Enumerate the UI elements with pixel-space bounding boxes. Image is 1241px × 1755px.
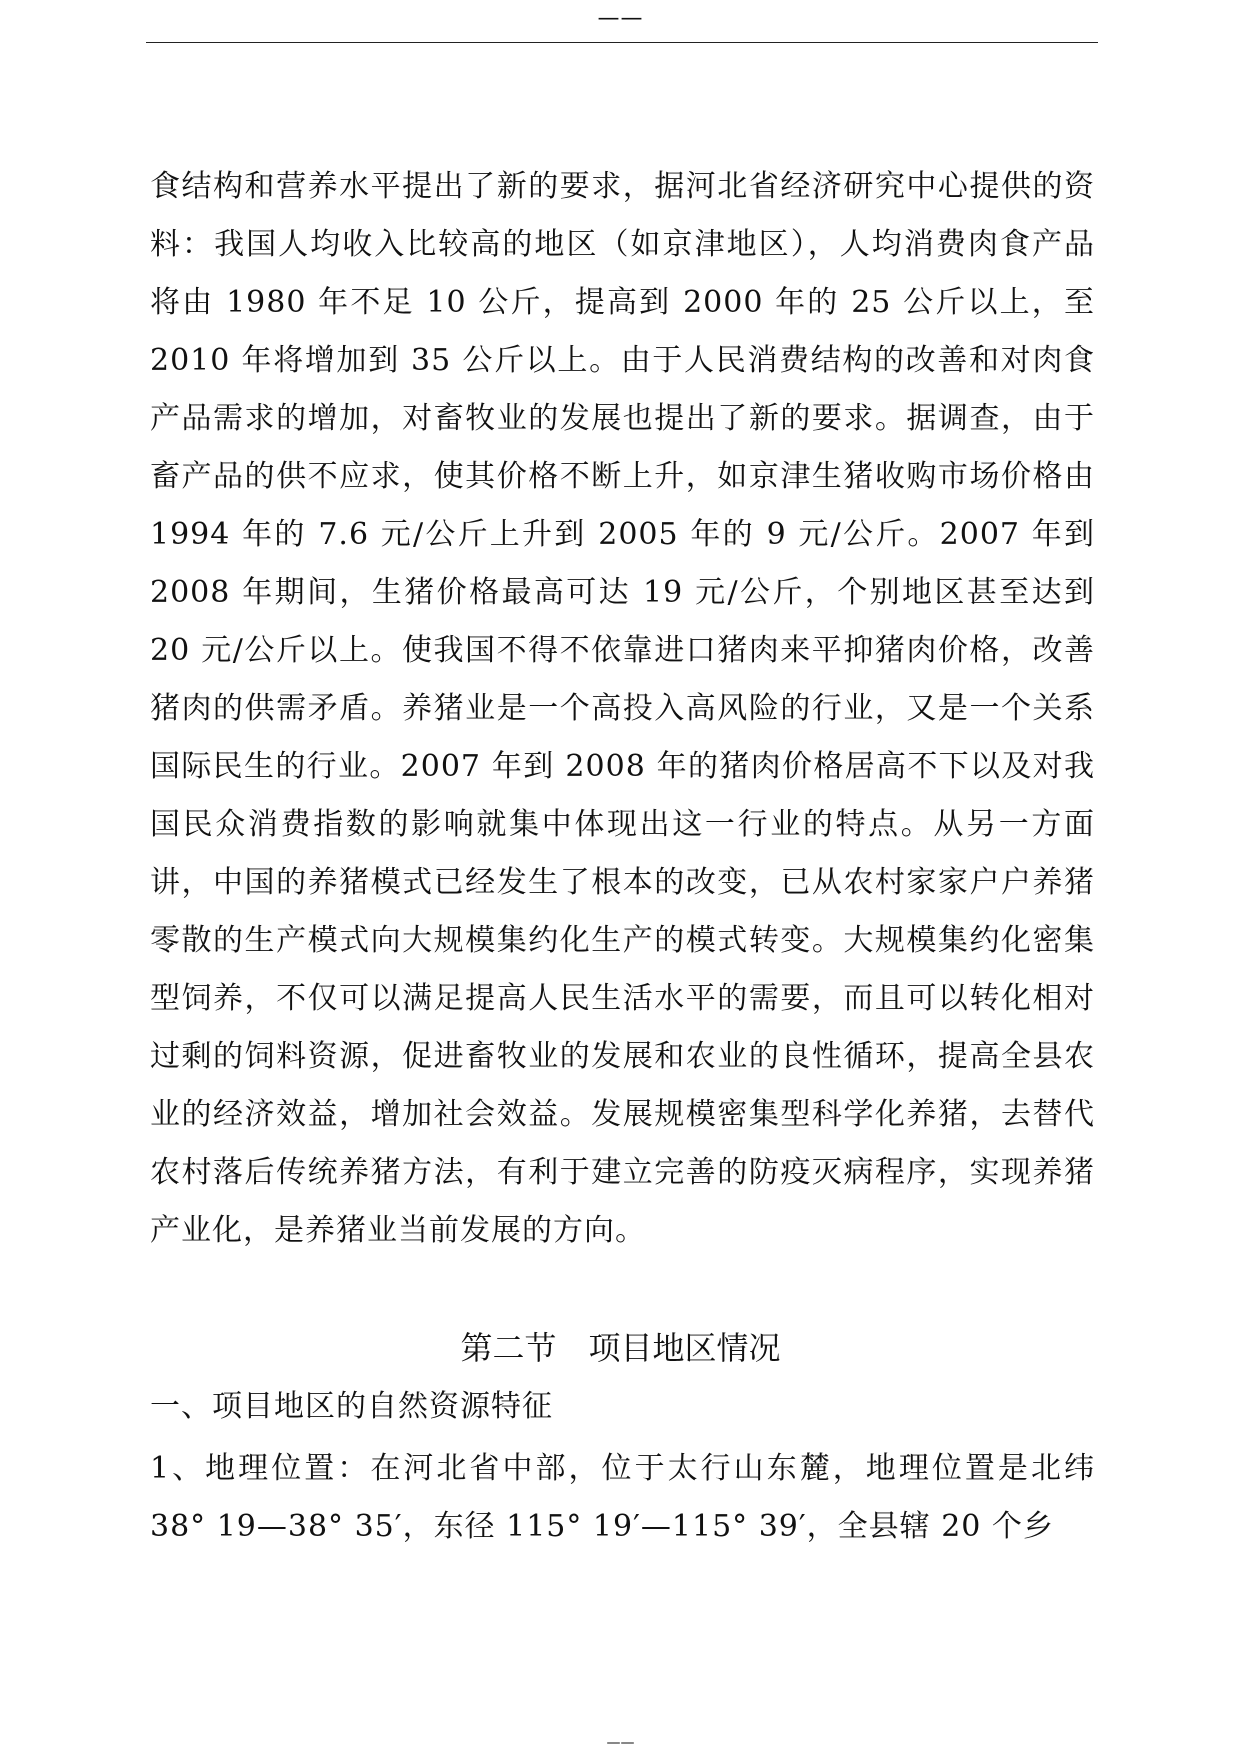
- header-mark: ——: [597, 6, 644, 31]
- subheading: 一、项目地区的自然资源特征: [150, 1389, 553, 1424]
- footer-mark: ——: [606, 1735, 635, 1751]
- header-rule: [146, 42, 1098, 43]
- geography-paragraph: 1、地理位置：在河北省中部，位于太行山东麓，地理位置是北纬 38° 19—38° 35′，东径 115° 19′—115° 39′，全县辖 20 个乡: [150, 1451, 1095, 1544]
- section-title: 第二节 项目地区情况: [460, 1329, 781, 1367]
- body-paragraph: 食结构和营养水平提出了新的要求，据河北省经济研究中心提供的资料：我国人均收入比较高的地区（如京津地区），人均消费肉食产品将由 1980 年不足 10 公斤，提高到 2000 年的 25 公斤以上，至 2010 年将增加到 35 公斤以上。由于人民消费结构的改善和对肉食产品需求的增加，对畜牧业的发展也提出了新的要求。据调查，由于畜产品的供不应求，使其价格不断上升，如京津生猪收购市场价格由 1994 年的 7.6 元/公斤上升到 2005 年的 9 元/公斤。2007 年到 2008 年期间，生猪价格最高可达 19 元/公斤，个别地区甚至达到 20 元/公斤以上。使我国不得不依靠进口猪肉来平抑猪肉价格，改善猪肉的供需矛盾。养猪业是一个高投入高风险的行业，又是一个关系国际民生的行业。2007 年到 2008 年的猪肉价格居高不下以及对我国民众消费指数的影响就集中体现出这一行业的特点。从另一方面讲，中国的养猪模式已经发生了根本的改变，已从农村家家户户养猪零散的生产模式向大规模集约化生产的模式转变。大规模集约化密集型饲养，不仅可以满足提高人民生活水平的需要，而且可以转化相对过剩的饲料资源，促进畜牧业的发展和农业的良性循环，提高全县农业的经济效益，增加社会效益。发展规模密集型科学化养猪，去替代农村落后传统养猪方法，有利于建立完善的防疫灭病程序，实现养猪产业化，是养猪业当前发展的方向。: [150, 169, 1095, 1248]
